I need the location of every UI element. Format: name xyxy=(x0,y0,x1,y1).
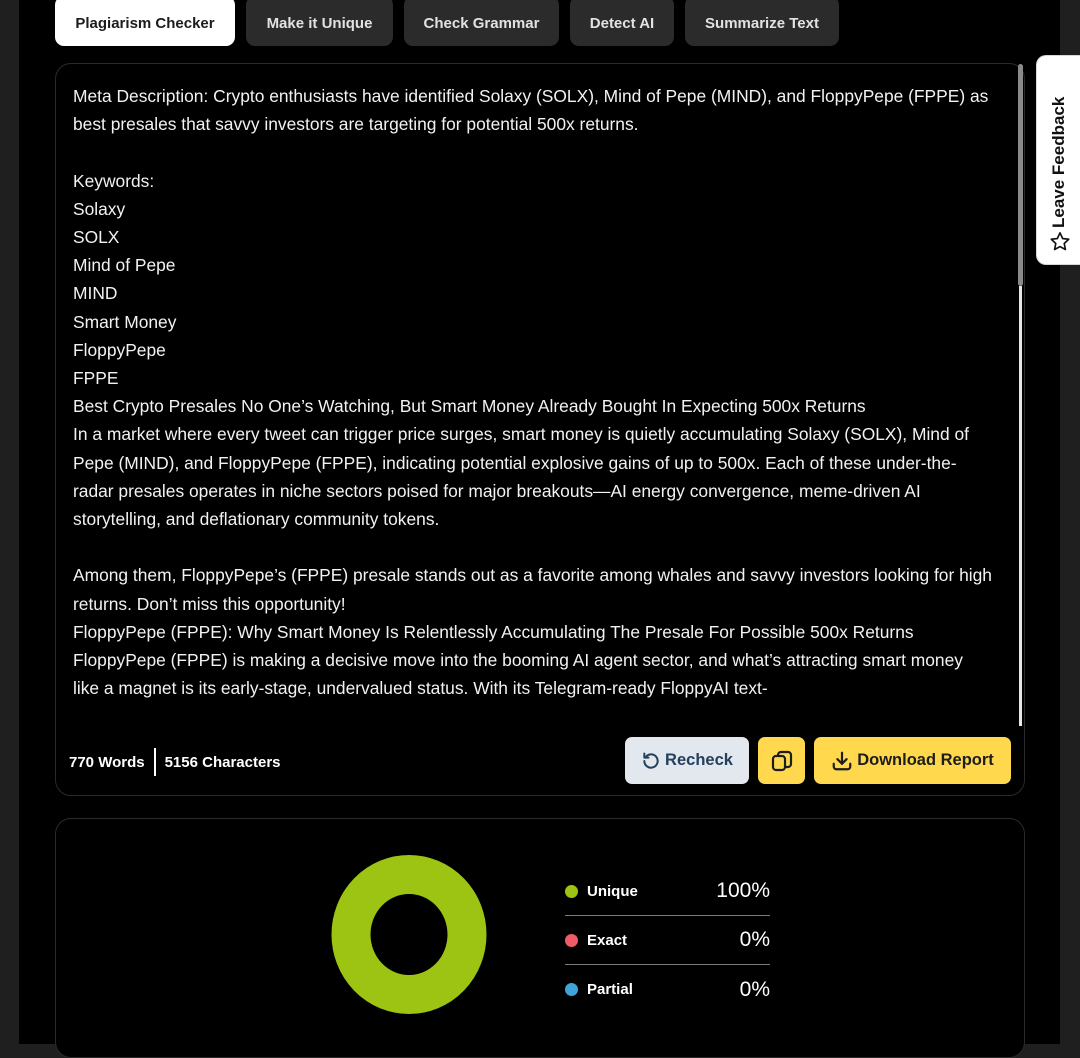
copy-button[interactable] xyxy=(758,737,805,784)
exact-percent: 0% xyxy=(739,928,770,951)
stats-divider xyxy=(154,748,156,776)
text-stats xyxy=(69,749,281,775)
legend-row-exact xyxy=(565,916,770,965)
tab-summarize-text[interactable]: Summarize Text xyxy=(685,0,839,46)
scrollbar-thumb[interactable] xyxy=(1018,64,1023,286)
tab-make-it-unique[interactable]: Make it Unique xyxy=(246,0,393,46)
scrollbar-track-lower xyxy=(1019,286,1022,726)
donut-unique-segment xyxy=(351,875,467,995)
results-legend xyxy=(565,867,770,1014)
partial-dot-icon xyxy=(565,983,578,996)
exact-dot-icon xyxy=(565,934,578,947)
recheck-label: Recheck xyxy=(665,751,733,769)
character-count: 5156 Characters xyxy=(164,753,281,771)
results-panel xyxy=(55,818,1025,1058)
unique-label: Unique xyxy=(587,882,638,900)
partial-percent: 0% xyxy=(739,977,770,1001)
editor-scrollbar[interactable] xyxy=(1018,64,1024,727)
tab-check-grammar[interactable]: Check Grammar xyxy=(404,0,559,46)
tab-detect-ai[interactable]: Detect AI xyxy=(570,0,674,46)
tab-plagiarism-checker[interactable]: Plagiarism Checker xyxy=(55,0,235,46)
download-report-button[interactable] xyxy=(814,737,1011,784)
input-textarea[interactable]: Meta Description: Crypto enthusiasts have identified Solaxy (SOLX), Mind of Pepe (MIND), and FloppyPepe (FPPE) as best presales that savvy investors are targeting for potential 500x returns. Keywords: Solaxy SOLX Mind of Pepe MIND Smart Money FloppyPepe FPPE Best Crypto Presales No One’s Watching, But Smart Money Already Bought In Expecting 500x Returns In a market where every tweet can trigger price surges, smart money is quietly accumulating Solaxy (SOLX), Mind of Pepe (MIND), and FloppyPepe (FPPE), indicating potential explosive gains of up to 500x. Each of these under-the-radar presales operates in niche sectors poised for major breakouts—AI energy convergence, meme-driven AI storytelling, and deflationary community tokens. Among them, FloppyPepe’s (FPPE) presale stands out as a favorite among whales and savvy investors looking for high returns. Don’t miss this opportunity! FloppyPepe (FPPE): Why Smart Money Is Relentlessly Accumulating The Presale For Possible 500x Returns FloppyPepe (FPPE) is making a decisive move into the booming AI agent sector, and what’s attracting smart money like a magnet is its early-stage, undervalued status. With its Telegram-ready FloppyAI text- xyxy=(73,86,992,699)
uniqueness-donut-chart xyxy=(330,853,488,1016)
word-count: 770 Words xyxy=(69,753,145,771)
text-editor-panel xyxy=(55,63,1025,796)
unique-percent: 100% xyxy=(716,879,770,902)
star-icon xyxy=(1049,231,1071,253)
leave-feedback-label: Leave Feedback xyxy=(1049,96,1068,228)
legend-row-unique xyxy=(565,867,770,916)
legend-row-partial xyxy=(565,965,770,1014)
download-report-label: Download Report xyxy=(857,751,994,769)
partial-label: Partial xyxy=(587,981,633,998)
recheck-button[interactable] xyxy=(625,737,749,784)
leave-feedback-tab[interactable] xyxy=(1036,55,1080,265)
refresh-icon xyxy=(641,751,661,771)
exact-label: Exact xyxy=(587,931,628,949)
copy-icon xyxy=(770,749,794,773)
unique-dot-icon xyxy=(565,885,578,898)
download-icon xyxy=(831,750,853,772)
